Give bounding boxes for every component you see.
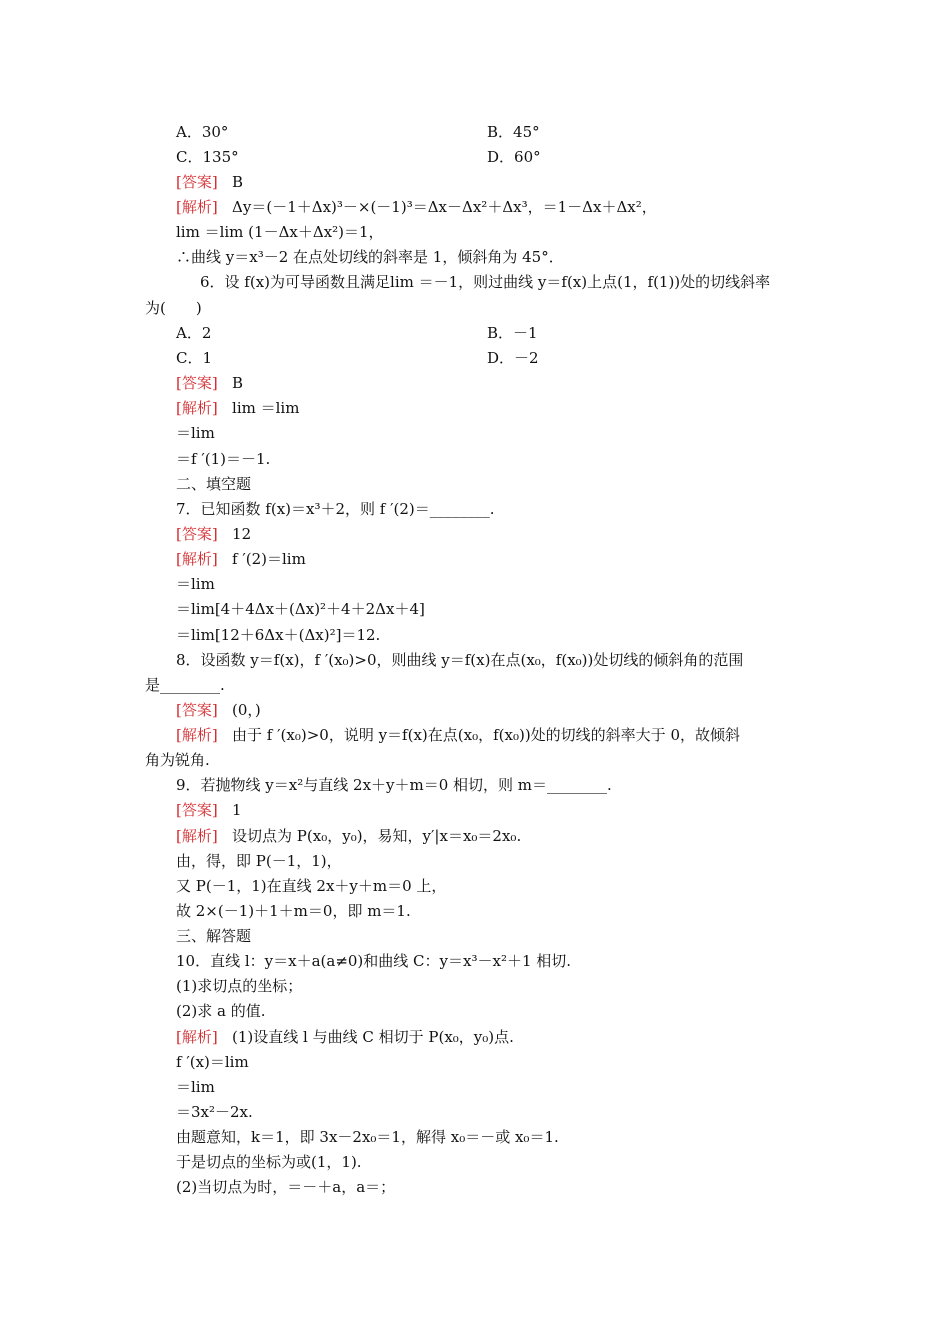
q9-analysis-3: 又 P(－1，1)在直线 2x＋y＋m＝0 上， bbox=[176, 877, 447, 895]
q6-analysis-line bbox=[176, 398, 299, 418]
q5-option-c: C．135° bbox=[176, 148, 239, 166]
q8-stem-2: 是________. bbox=[145, 676, 225, 694]
q10-analysis-2: f ′(x)＝lim bbox=[176, 1053, 249, 1071]
q5-analysis-2: lim ＝lim (1－Δx＋Δx²)＝1， bbox=[176, 223, 384, 241]
q6-analysis-1: lim ＝lim bbox=[232, 399, 300, 417]
analysis-tag: [解析] bbox=[176, 399, 218, 417]
q7-analysis-1: f ′(2)＝lim bbox=[232, 550, 306, 568]
q6-answer-line bbox=[176, 373, 243, 393]
q9-analysis-1: 设切点为 P(x₀，y₀)，易知，y′|x＝x₀＝2x₀. bbox=[232, 827, 522, 845]
q6-answer: B bbox=[232, 374, 244, 392]
q6-stem-1: 6．设 f(x)为可导函数且满足lim ＝－1，则过曲线 y＝f(x)上点(1，f(1))处的切线斜率 bbox=[200, 273, 771, 291]
q9-answer-line bbox=[176, 800, 242, 820]
q8-answer-line bbox=[176, 700, 261, 720]
q10-analysis-6: 于是切点的坐标为或(1，1). bbox=[176, 1153, 362, 1171]
q10-stem: 10．直线 l：y＝x＋a(a≠0)和曲线 C：y＝x³－x²＋1 相切. bbox=[176, 952, 572, 970]
q5-analysis-1: Δy＝(－1＋Δx)³－×(－1)³＝Δx－Δx²＋Δx³，＝1－Δx＋Δx²， bbox=[232, 198, 657, 216]
answer-tag: [答案] bbox=[176, 374, 218, 392]
q9-analysis-4: 故 2×(－1)＋1＋m＝0，即 m＝1. bbox=[176, 902, 411, 920]
q5-option-a: A．30° bbox=[176, 123, 229, 141]
q9-analysis-line bbox=[176, 826, 521, 846]
q6-option-b: B．－1 bbox=[487, 324, 538, 342]
q8-stem-1: 8．设函数 y＝f(x)，f ′(x₀)>0，则曲线 y＝f(x)在点(x₀，f(x₀))处切线的倾斜角的范围 bbox=[176, 651, 744, 669]
q6-analysis-2: ＝lim bbox=[176, 424, 215, 442]
analysis-tag: [解析] bbox=[176, 550, 218, 568]
q6-stem-2: 为( ) bbox=[145, 299, 202, 317]
q10-analysis-1: (1)设直线 l 与曲线 C 相切于 P(x₀，y₀)点. bbox=[232, 1028, 514, 1046]
q5-answer: B bbox=[232, 173, 244, 191]
q10-analysis-3: ＝lim bbox=[176, 1078, 215, 1096]
q9-analysis-2: 由，得，即 P(－1，1)， bbox=[176, 852, 342, 870]
q8-analysis-1: 由于 f ′(x₀)>0，说明 y＝f(x)在点(x₀，f(x₀))处的切线的斜率大于 0，故倾斜 bbox=[232, 726, 740, 744]
analysis-tag: [解析] bbox=[176, 726, 218, 744]
q7-analysis-2: ＝lim bbox=[176, 575, 215, 593]
analysis-tag: [解析] bbox=[176, 198, 218, 216]
section-title-solve: 三、解答题 bbox=[176, 927, 252, 945]
q9-answer: 1 bbox=[232, 801, 242, 819]
q5-option-d: D．60° bbox=[487, 148, 541, 166]
q7-answer-line bbox=[176, 524, 251, 544]
answer-tag: [答案] bbox=[176, 173, 218, 191]
q10-analysis-4: ＝3x²－2x. bbox=[176, 1103, 253, 1121]
q9-stem: 9．若抛物线 y＝x²与直线 2x＋y＋m＝0 相切，则 m＝________. bbox=[176, 776, 612, 794]
q6-option-a: A．2 bbox=[176, 324, 212, 342]
q7-stem: 7．已知函数 f(x)＝x³＋2，则 f ′(2)＝________. bbox=[176, 500, 495, 518]
q10-part-2: (2)求 a 的值. bbox=[176, 1002, 266, 1020]
q10-part-1: (1)求切点的坐标； bbox=[176, 977, 303, 995]
answer-tag: [答案] bbox=[176, 701, 218, 719]
q6-analysis-3: ＝f ′(1)＝－1. bbox=[176, 450, 271, 468]
q5-answer-line bbox=[176, 172, 243, 192]
answer-tag: [答案] bbox=[176, 525, 218, 543]
q10-analysis-5: 由题意知，k＝1，即 3x－2x₀＝1，解得 x₀＝－或 x₀＝1. bbox=[176, 1128, 559, 1146]
q6-option-d: D．－2 bbox=[487, 349, 539, 367]
q5-option-b: B．45° bbox=[487, 123, 540, 141]
q10-analysis-7: (2)当切点为时，＝－＋a，a＝； bbox=[176, 1178, 396, 1196]
q7-analysis-line bbox=[176, 549, 306, 569]
q6-option-c: C．1 bbox=[176, 349, 213, 367]
q7-analysis-3: ＝lim[4＋4Δx＋(Δx)²＋4＋2Δx＋4] bbox=[176, 600, 425, 618]
q8-answer: (0，) bbox=[232, 701, 261, 719]
q7-analysis-4: ＝lim[12＋6Δx＋(Δx)²]＝12. bbox=[176, 626, 381, 644]
q8-analysis-2: 角为锐角. bbox=[145, 751, 210, 769]
q5-analysis-3: ∴曲线 y＝x³－2 在点处切线的斜率是 1，倾斜角为 45°． bbox=[176, 248, 564, 266]
q7-answer: 12 bbox=[232, 525, 252, 543]
analysis-tag: [解析] bbox=[176, 827, 218, 845]
q5-analysis-line bbox=[176, 197, 657, 217]
analysis-tag: [解析] bbox=[176, 1028, 218, 1046]
answer-tag: [答案] bbox=[176, 801, 218, 819]
q8-analysis-line bbox=[176, 725, 740, 745]
q10-analysis-line bbox=[176, 1027, 514, 1047]
section-title-fill-blank: 二、填空题 bbox=[176, 475, 252, 493]
